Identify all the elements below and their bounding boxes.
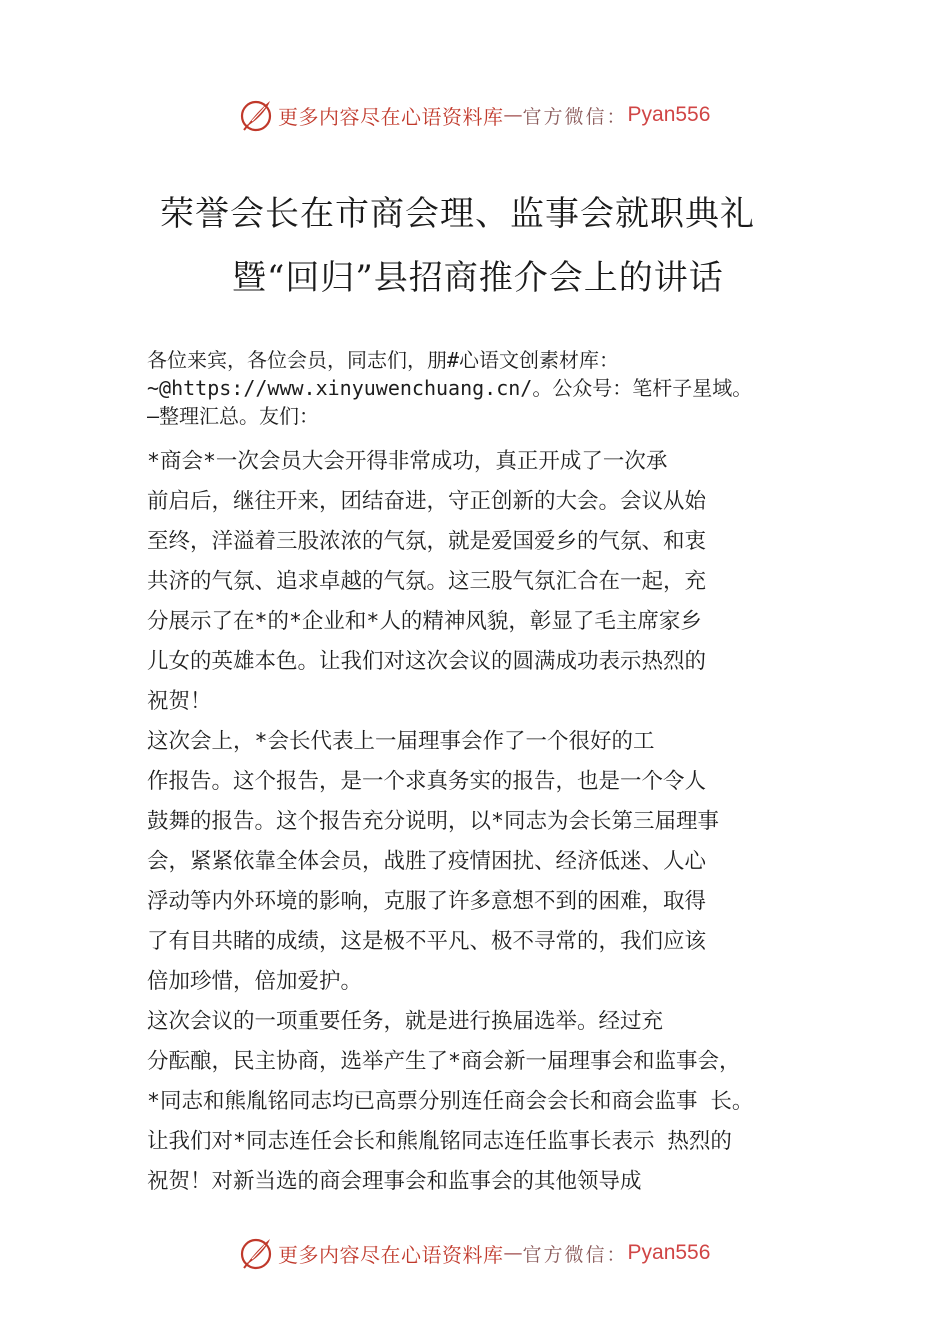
paragraph-line: 这次会议的一项重要任务，就是进行换届选举。经过充 (147, 1009, 664, 1034)
watermark-wechat-label: 官方微信： (522, 105, 628, 128)
paragraph-line: 会，紧紧依靠全体会员，战胜了疫情困扰、经济低迷、人心 (147, 849, 707, 874)
paragraph-line: 祝贺！对新当选的商会理事会和监事会的其他领导成 (147, 1169, 642, 1194)
salutation-line: ~@https://www.xinyuwenchuang.cn/。公众号：笔杆子星域。 (147, 376, 753, 400)
salutation-line: 各位来宾，各位会员，同志们，朋#心语文创素材库： (147, 348, 620, 372)
watermark-separator: — (503, 1242, 523, 1264)
paragraph-line: 作报告。这个报告，是一个求真务实的报告，也是一个令人 (147, 769, 707, 794)
paragraph-line: 鼓舞的报告。这个报告充分说明，以*同志为会长第三届理事 (147, 809, 719, 834)
watermark-separator: — (503, 104, 523, 126)
quill-circle-logo-icon (238, 97, 274, 133)
paragraph-line: 至终，洋溢着三股浓浓的气氛，就是爱国爱乡的气氛、和衷 (147, 529, 707, 554)
paragraph-line: 共济的气氛、追求卓越的气氛。这三股气氛汇合在一起，充 (147, 569, 707, 594)
paragraph-2 (147, 722, 827, 1002)
paragraph-line: 分酝酿，民主协商，选举产生了*商会新一届理事会和监事会， (147, 1049, 741, 1074)
paragraph-line: *商会*一次会员大会开得非常成功，真正开成了一次承 (147, 449, 668, 474)
watermark-wechat-label: 官方微信： (522, 1243, 628, 1266)
watermark-wechat-id: Pyan556 (627, 1241, 711, 1264)
paragraph-line: 祝贺！ (147, 689, 212, 714)
quill-circle-logo-icon (238, 1235, 274, 1271)
salutation-block (147, 346, 827, 430)
paragraph-line: 儿女的英雄本色。让我们对这次会议的圆满成功表示热烈的 (147, 649, 707, 674)
paragraph-line: 前启后，继往开来，团结奋进，守正创新的大会。会议从始 (147, 489, 707, 514)
paragraph-line: 了有目共睹的成绩，这是极不平凡、极不寻常的，我们应该 (147, 929, 707, 954)
paragraph-line: 这次会上，*会长代表上一届理事会作了一个很好的工 (147, 729, 655, 754)
watermark-brand-text: 更多内容尽在心语资料库 (278, 1242, 504, 1267)
paragraph-line: 让我们对*同志连任会长和熊胤铭同志连任监事长表示 热烈的 (147, 1129, 732, 1154)
header-watermark[interactable] (238, 96, 798, 134)
watermark-wechat-id: Pyan556 (627, 103, 711, 126)
salutation-line: —整理汇总。友们： (147, 404, 320, 428)
paragraph-3 (147, 1002, 827, 1202)
paragraph-line: 分展示了在*的*企业和*人的精神风貌，彰显了毛主席家乡 (147, 609, 702, 634)
watermark-brand-text: 更多内容尽在心语资料库 (278, 104, 504, 129)
paragraph-line: *同志和熊胤铭同志均已高票分别连任商会会长和商会监事 长。 (147, 1089, 754, 1114)
document-title-line-2: 暨“回归”县招商推介会上的讲话 (232, 258, 724, 298)
footer-watermark[interactable] (238, 1234, 798, 1272)
document-title-line-1: 荣誉会长在市商会理、监事会就职典礼 (160, 194, 755, 234)
paragraph-line: 浮动等内外环境的影响，克服了许多意想不到的困难，取得 (147, 889, 707, 914)
paragraph-line: 倍加珍惜，倍加爱护。 (147, 969, 363, 994)
paragraph-1 (147, 442, 827, 722)
